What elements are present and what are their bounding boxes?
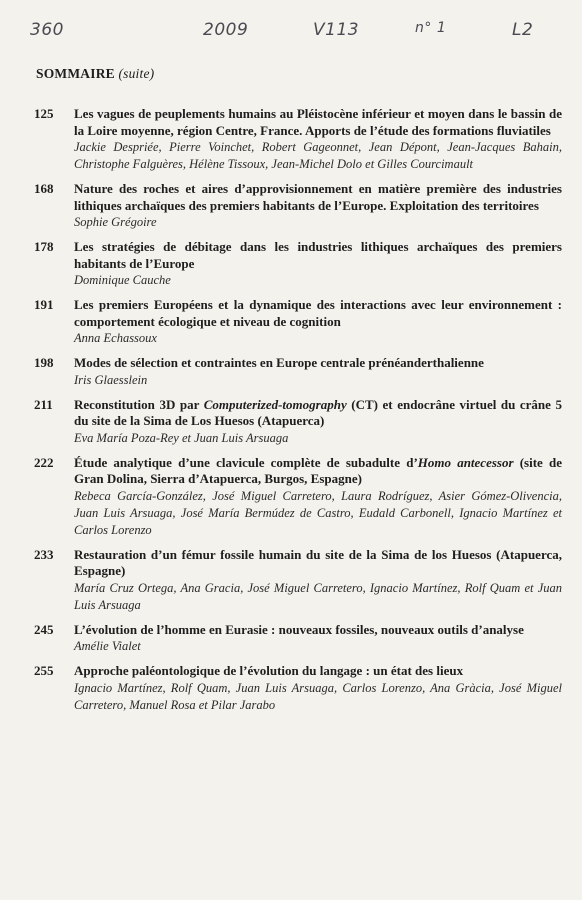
article-title <box>74 663 562 680</box>
article-authors: Rebeca García-González, José Miguel Carretero, Laura Rodríguez, Asier Gómez-Olivencia, Juan Luis Arsuaga, José María Bermúdez de Castro, Eudald Carbonell, Ignacio Martínez et Carlos Lorenzo <box>74 488 562 537</box>
article-authors: Anna Echassoux <box>74 331 157 345</box>
title-text: SOMMAIRE <box>36 66 115 81</box>
article-authors: María Cruz Ortega, Ana Gracia, José Miguel Carretero, Ignacio Martínez, Rolf Quam et Juan Luis Arsuaga <box>74 580 562 612</box>
title-segment: Modes de sélection et contraintes en Europe centrale prénéanderthalienne <box>74 355 484 370</box>
title-segment: Nature des roches et aires d’approvisionnement en matière première des industries lithiques archaïques des premiers habitants de l’Europe. Exploitation des territoires <box>74 181 562 213</box>
title-segment: Les vagues de peuplements humains au Pléistocène inférieur et moyen dans le bassin de la Loire moyenne, région Centre, France. Apports de l’étude des formations fluviatiles <box>74 106 562 138</box>
handwritten-note: 2009 <box>203 20 249 40</box>
article-authors: Amélie Vialet <box>74 639 141 653</box>
page-number: 178 <box>34 239 54 254</box>
toc-entry <box>0 355 582 389</box>
page-number: 211 <box>34 396 53 412</box>
article-authors: Iris Glaesslein <box>74 372 148 387</box>
article-title <box>74 455 562 488</box>
toc-entry <box>0 397 582 447</box>
article-title <box>74 106 562 139</box>
page-number: 233 <box>34 546 54 562</box>
table-of-contents <box>0 106 582 722</box>
article-authors: Ignacio Martínez, Rolf Quam, Juan Luis Arsuaga, Carlos Lorenzo, Ana Gràcia, José Miguel Carretero, Manuel Rosa et Pilar Jarabo <box>74 680 562 712</box>
title-italic-segment: Homo antecessor <box>417 454 514 470</box>
page-number: 222 <box>34 454 54 470</box>
title-segment: Approche paléontologique de l’évolution du langage : un état des lieux <box>74 663 464 678</box>
page-number: 255 <box>34 663 54 678</box>
title-segment: (site de Gran Dolina, Sierra d’Atapuerca, Burgos, Espagne) <box>74 454 563 486</box>
title-segment: (CT) et endocrâne virtuel du crâne 5 du site de la Sima de Los Huesos (Atapuerca) <box>74 396 562 428</box>
handwritten-note: V113 <box>313 20 360 40</box>
title-italic-segment: Computerized-tomography <box>203 396 347 412</box>
article-title <box>74 355 562 372</box>
page-title <box>36 66 154 82</box>
handwritten-note: 360 <box>30 20 64 40</box>
title-segment: L’évolution de l’homme en Eurasie : nouveaux fossiles, nouveaux outils d’analyse <box>74 621 524 637</box>
title-segment: Reconstitution 3D par <box>74 396 204 412</box>
title-segment: Les stratégies de débitage dans les industries lithiques archaïques des premiers habitants de l’Europe <box>74 239 562 271</box>
article-title <box>74 397 562 430</box>
article-authors: Sophie Grégoire <box>74 215 157 229</box>
toc-entry <box>0 106 582 173</box>
article-title <box>74 181 562 214</box>
page-number: 168 <box>34 181 54 196</box>
article-authors: Eva María Poza-Rey et Juan Luis Arsuaga <box>74 430 289 445</box>
handwritten-note: n° 1 <box>415 20 447 36</box>
toc-entry <box>0 547 582 614</box>
article-title <box>74 547 562 580</box>
page-number: 125 <box>34 106 54 121</box>
handwritten-annotations <box>0 14 582 50</box>
toc-entry <box>0 297 582 347</box>
page-number: 198 <box>34 355 54 370</box>
toc-entry <box>0 181 582 231</box>
title-suite: (suite) <box>118 66 155 81</box>
article-title <box>74 622 562 639</box>
article-authors: Dominique Cauche <box>74 273 171 287</box>
title-segment: Restauration d’un fémur fossile humain du site de la Sima de los Huesos (Atapuerca, Espagne) <box>74 546 562 578</box>
toc-entry <box>0 663 582 714</box>
article-authors: Jackie Despriée, Pierre Voinchet, Robert Gageonnet, Jean Dépont, Jean-Jacques Bahain, Christophe Falguères, Hélène Tissoux, Jean-Michel Dolo et Gilles Courcimault <box>74 140 562 171</box>
toc-entry <box>0 455 582 539</box>
article-title <box>74 239 562 272</box>
toc-entry <box>0 622 582 656</box>
page-number: 245 <box>34 621 54 637</box>
page-number: 191 <box>34 297 54 312</box>
handwritten-note: L2 <box>512 20 534 40</box>
toc-entry <box>0 239 582 289</box>
article-title <box>74 297 562 330</box>
title-segment: Les premiers Européens et la dynamique des interactions avec leur environnement : comportement écologique et niveau de cognition <box>74 297 562 329</box>
title-segment: Étude analytique d’une clavicule complète de subadulte d’ <box>74 454 418 470</box>
